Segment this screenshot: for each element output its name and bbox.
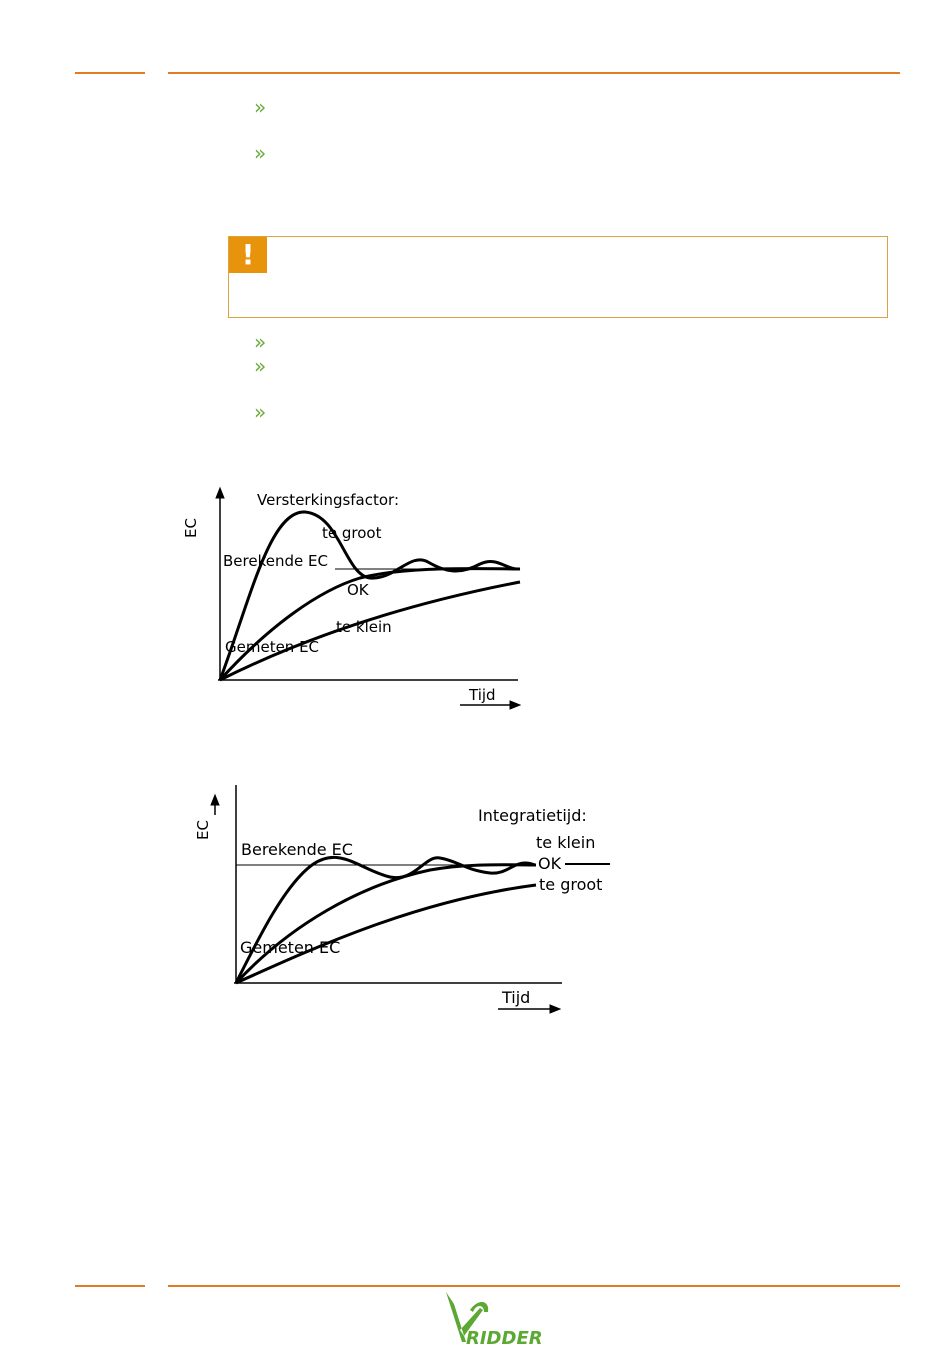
label-berekende-ec: Berekende EC [223, 552, 328, 570]
tijd-arrow-head [510, 701, 520, 709]
chart-title: Versterkingsfactor: [257, 491, 400, 509]
header-rule-right [168, 72, 900, 74]
label-te-klein: te klein [536, 833, 596, 852]
bullet-marker: » [254, 95, 267, 119]
ridder-logo [440, 1290, 560, 1350]
label-gemeten-ec: Gemeten EC [240, 938, 341, 957]
header-rule-left [75, 72, 145, 74]
label-berekende-ec: Berekende EC [241, 840, 353, 859]
bullet-marker: » [254, 330, 267, 354]
chart-versterkingsfactor [180, 480, 540, 715]
tijd-arrow-head [550, 1005, 560, 1013]
label-te-groot: te groot [322, 524, 382, 542]
footer-rule-left [75, 1285, 145, 1287]
warning-note [228, 236, 888, 318]
bullet-marker: » [254, 354, 267, 378]
y-axis-label: EC [194, 820, 212, 840]
label-gemeten-ec: Gemeten EC [225, 638, 320, 656]
y-axis-arrow [216, 488, 224, 498]
series-ok [236, 865, 536, 983]
y-axis-label: EC [182, 518, 200, 538]
bullet-marker: » [254, 141, 267, 165]
x-axis-label: Tijd [469, 686, 496, 704]
label-te-klein: te klein [336, 618, 392, 636]
label-ok: OK [538, 854, 562, 873]
label-ok: OK [347, 581, 369, 599]
chart-integratietijd [190, 785, 620, 1020]
warning-icon: ! [229, 237, 267, 273]
bullet-marker: » [254, 400, 267, 424]
x-axis-label: Tijd [502, 988, 531, 1007]
logo-text: RIDDER [466, 1328, 543, 1349]
chart-title: Integratietijd: [478, 806, 587, 825]
label-te-groot: te groot [539, 875, 603, 894]
footer-rule-right [168, 1285, 900, 1287]
